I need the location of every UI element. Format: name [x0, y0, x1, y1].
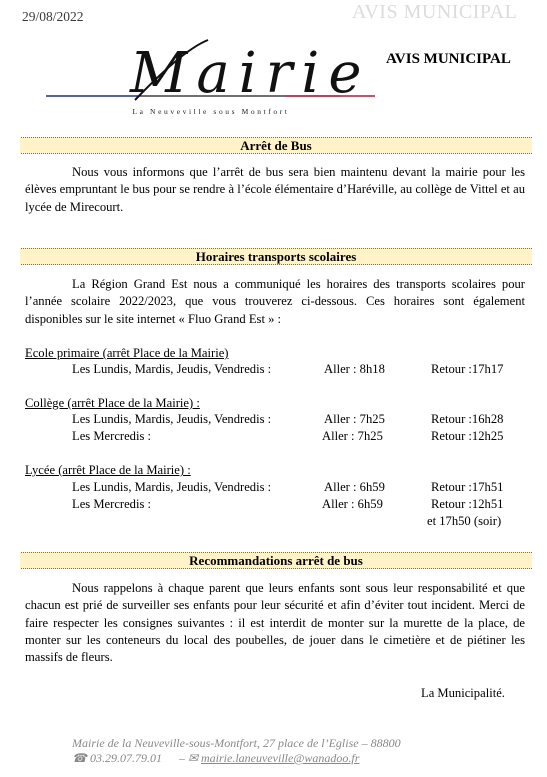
section-title-text: Recommandations arrêt de bus: [189, 553, 363, 568]
section-schedules-title: [16, 248, 536, 265]
schedule-row: Les Lundis, Mardis, Jeudis, Vendredis : Aller : 7h25 Retour :16h28: [72, 412, 504, 426]
schedule-row: Les Lundis, Mardis, Jeudis, Vendredis : Aller : 8h18 Retour :17h17: [72, 362, 504, 376]
footer-address: Mairie de la Neuveville-sous-Montfort, 27 place de l’Eglise – 88800: [72, 736, 401, 750]
section-title-text: Horaires transports scolaires: [195, 249, 357, 264]
recommendations-paragraph: Nous rappelons à chaque parent que leurs enfants sont sous leur responsabilité et que chacun est prié de surveiller ses enfants pour leur sécurité et afin d’éviter tout incident. Merci de faire respecter les consignes suivantes : il est interdit de monter sur la murette de la place, de monter sur les conteneurs du local des poubelles, de jouer dans le cimetière et de piétiner les massifs de fleurs.: [25, 581, 525, 665]
footer-contact: [72, 751, 359, 766]
bus-stop-paragraph: Nous vous informons que l’arrêt de bus sera bien maintenu devant la mairie pour les élèves empruntant le bus pour se rendre à l’école élémentaire d’Haréville, au collège de Vittel et au lycée de Mirecourt.: [25, 165, 525, 214]
signature: La Municipalité.: [421, 686, 505, 700]
mail-icon: ✉: [187, 751, 199, 765]
ecole-heading: Ecole primaire (arrêt Place de la Mairie): [25, 346, 229, 360]
schedule-row: Les Lundis, Mardis, Jeudis, Vendredis : Aller : 6h59 Retour :17h51: [72, 480, 504, 494]
footer-phone: 03.29.07.79.01: [89, 751, 162, 765]
schedules-paragraph: La Région Grand Est nous a communiqué les horaires des transports scolaires pour l’année scolaire 2022/2023, que vous trouverez ci-dessous. Ces horaires sont également disponibles sur le site internet « Fluo Grand Est » :: [25, 277, 525, 326]
phone-icon: ☎: [72, 751, 87, 765]
footer-email-link[interactable]: mairie.laneuveville@wanadoo.fr: [201, 751, 360, 765]
section-bus-stop-title: [16, 137, 536, 154]
logo-subtitle: La Neuveville sous Montfort: [132, 107, 290, 116]
lycee-heading: Lycée (arrêt Place de la Mairie) :: [25, 463, 191, 477]
schedule-row: Les Mercredis : Aller : 7h25 Retour :12h25: [72, 429, 504, 443]
section-title-text: Arrêt de Bus: [240, 138, 312, 153]
section-recommendations-title: [16, 552, 536, 569]
watermark-title: AVIS MUNICIPAL: [352, 1, 518, 23]
notice-heading: AVIS MUNICIPAL: [386, 51, 511, 67]
notice-date: 29/08/2022: [22, 9, 84, 24]
college-heading: Collège (arrêt Place de la Mairie) :: [25, 396, 200, 410]
logo-text: Mairie: [130, 41, 371, 106]
footer-separator: –: [178, 751, 185, 765]
schedule-extra: et 17h50 (soir): [427, 514, 502, 528]
schedule-row: Les Mercredis : Aller : 6h59 Retour :12h51: [72, 497, 504, 511]
